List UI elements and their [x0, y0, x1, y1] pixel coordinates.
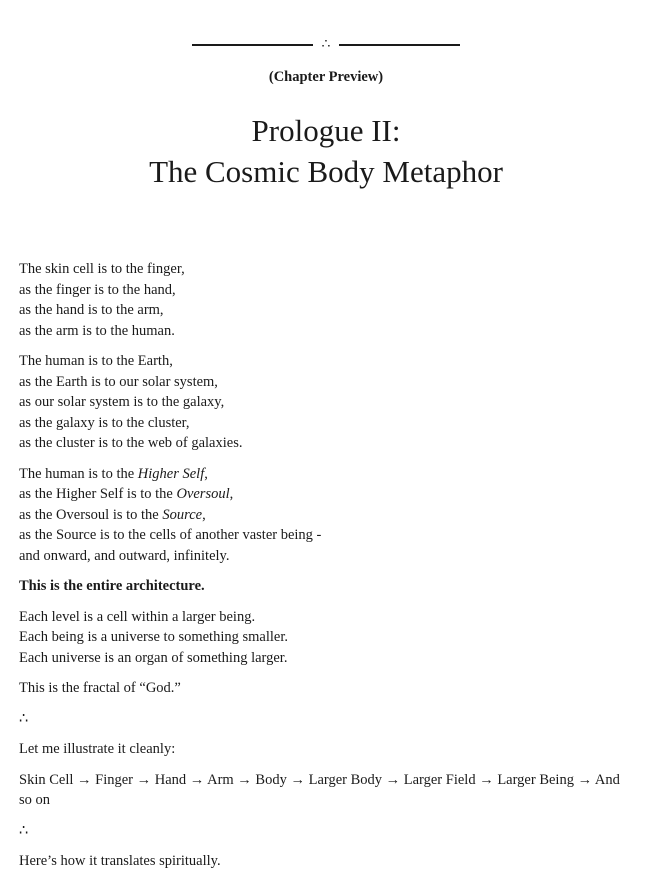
illustrate-intro: Let me illustrate it cleanly: — [19, 741, 176, 757]
stanza-line — [19, 505, 634, 526]
ornament-left-rule — [192, 44, 313, 46]
header-ornament — [0, 36, 652, 54]
stanza-line: as the finger is to the hand, — [19, 281, 176, 298]
stanza-line: as our solar system is to the galaxy, — [19, 394, 225, 410]
stanza-line — [19, 464, 634, 485]
body-chain-sequence: Skin Cell → Finger → Hand → Arm → Body → Larger Body → Larger Field → Larger Being → And so on — [19, 771, 620, 808]
stanza-line: as the arm is to the human. — [19, 322, 175, 339]
stanza-line: as the Earth is to our solar system, — [19, 373, 218, 390]
line-text: , — [229, 486, 234, 502]
section-separator-2: ∴ — [19, 822, 29, 839]
page-title — [0, 110, 652, 192]
stanza-cell-to-human — [19, 259, 634, 341]
line-text: as the Oversoul is to the — [19, 506, 163, 523]
stanza-line: Each universe is an organ of something larger. — [19, 649, 288, 666]
higher-self-term: Higher Self — [137, 465, 205, 482]
document-body — [19, 259, 634, 882]
stanza-line: as the Source is to the cells of another vaster being - — [19, 527, 322, 543]
architecture-statement: This is the entire architecture. — [19, 578, 205, 594]
stanza-line: as the cluster is to the web of galaxies. — [19, 435, 243, 451]
therefore-symbol: ∴ — [321, 37, 331, 52]
title-line-1: Prologue II: — [251, 113, 401, 148]
stanza-line: Each level is a cell within a larger being. — [19, 608, 256, 625]
ornament-right-rule — [339, 44, 460, 46]
line-text: , — [204, 465, 208, 482]
stanza-spiritual-hierarchy — [19, 464, 634, 567]
oversoul-term: Oversoul — [176, 486, 230, 502]
title-line-2: The Cosmic Body Metaphor — [149, 154, 503, 189]
stanza-line: as the hand is to the arm, — [19, 302, 164, 318]
stanza-line — [19, 484, 634, 505]
stanza-line: The skin cell is to the finger, — [19, 261, 185, 277]
line-text: The human is to the — [19, 465, 138, 482]
stanza-levels — [19, 607, 634, 669]
fractal-statement: This is the fractal of “God.” — [19, 680, 181, 696]
chapter-preview-label: (Chapter Preview) — [268, 69, 384, 85]
stanza-line: and onward, and outward, infinitely. — [19, 547, 230, 564]
stanza-line: Each being is a universe to something smaller. — [19, 629, 288, 645]
stanza-line: as the galaxy is to the cluster, — [19, 414, 190, 431]
line-text: , — [202, 506, 206, 523]
spiritual-translation-intro: Here’s how it translates spiritually. — [19, 853, 221, 869]
source-term: Source — [162, 506, 203, 523]
stanza-line: The human is to the Earth, — [19, 353, 173, 369]
stanza-human-to-cosmos — [19, 351, 634, 454]
line-text: as the Higher Self is to the — [19, 486, 177, 502]
section-separator: ∴ — [19, 710, 29, 727]
